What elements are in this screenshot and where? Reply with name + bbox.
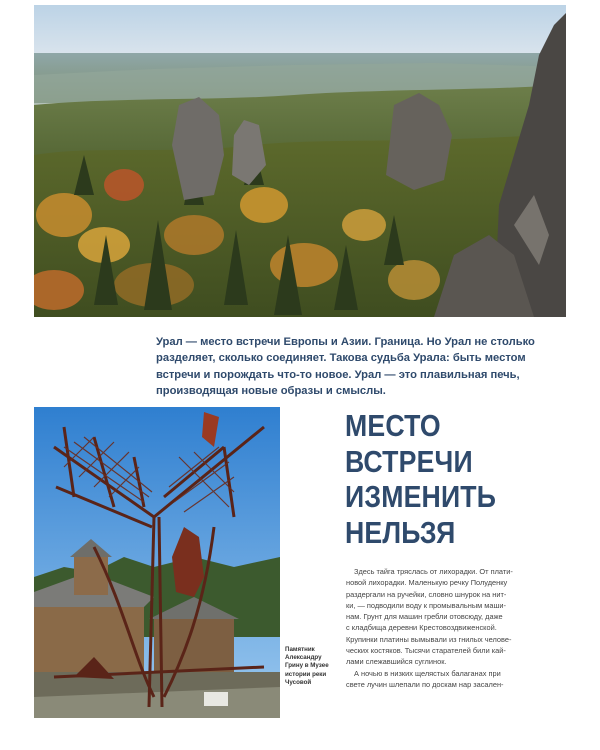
heading-line: ИЗМЕНИТЬ — [345, 479, 497, 514]
heading-line: МЕСТО — [345, 408, 441, 443]
lead-line: Урал — место встречи Европы и Азии. Граница. Но Урал не столько — [156, 336, 535, 348]
article-heading — [345, 408, 543, 550]
heading-line: ВСТРЕЧИ — [345, 443, 473, 479]
body-line: А ночью в низких щелястых балаганах при — [354, 668, 501, 678]
ural-landscape-photo — [34, 5, 566, 317]
caption-line: истории реки — [285, 670, 327, 678]
article-body — [346, 566, 568, 690]
caption-line: Чусовой — [285, 678, 312, 686]
body-line: ки, — подводили воду к промывальным маши- — [346, 600, 507, 610]
body-line: с кладбища деревни Крестовоздвиженской. — [346, 623, 497, 633]
body-line: Здесь тайга тряслась от лихорадки. От плати- — [354, 567, 513, 576]
body-line: Крупинки платины вымывали из гнилых челове- — [346, 634, 512, 644]
body-line: свете лучин шлепали по доскам нар засален- — [346, 679, 504, 689]
lead-paragraph — [156, 334, 535, 399]
photo-caption — [285, 646, 345, 687]
body-line: нам. Грунт для машин гребли отовсюду, даже — [346, 612, 503, 622]
monument-illustration — [34, 407, 280, 718]
lead-line: разделяет, сколько соединяет. Такова судьба Урала: быть местом — [156, 352, 526, 365]
body-line: новой лихорадки. Маленькую речку Полуденку — [346, 578, 508, 588]
caption-line: Александру — [285, 654, 322, 662]
body-line: лами слежавшийся суглинок. — [346, 657, 447, 667]
lead-line: производящая новые образы и смыслы. — [156, 384, 386, 397]
body-line: ческих костяков. Тысячи старателей били кай- — [346, 646, 506, 656]
caption-line: Памятник — [285, 646, 315, 653]
lead-line: встречи и порождать что-то новое. Урал — это плавильная печь, — [156, 368, 520, 381]
body-line: раздергали на ручейки, словно шнурок на нит- — [346, 589, 507, 599]
landscape-illustration — [34, 5, 566, 317]
grin-monument-photo — [34, 407, 280, 718]
caption-line: Грину в Музее — [285, 662, 329, 670]
heading-line: НЕЛЬЗЯ — [345, 514, 456, 550]
